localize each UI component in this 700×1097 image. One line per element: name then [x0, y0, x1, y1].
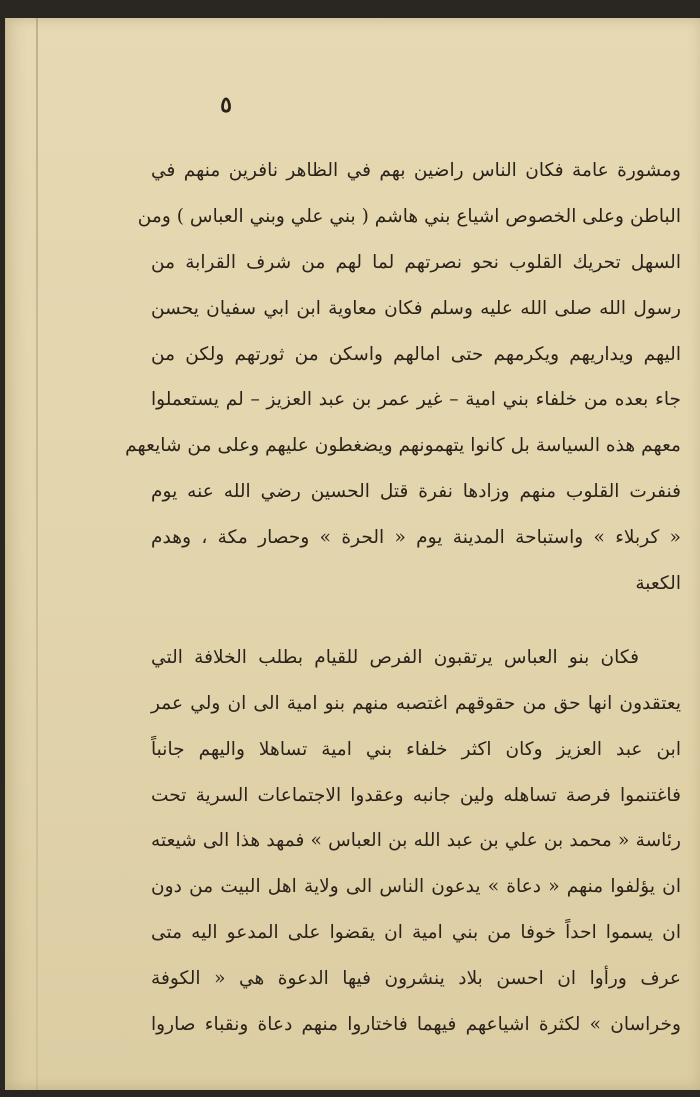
page-number: ٥ [220, 92, 232, 118]
text-line: جاء بعده من خلفاء بني امية – غير عمر بن عبد العزيز – لم يستعملوا [151, 389, 681, 411]
paragraph-2 [151, 635, 681, 1048]
text-line: فنفرت القلوب منهم وزادها نفرة قتل الحسين رضي الله عنه يوم [151, 481, 681, 503]
book-page [5, 18, 700, 1090]
text-line: رسول الله صلى الله عليه وسلم فكان معاوية ابن ابي سفيان يحسن [151, 297, 681, 319]
text-line: رئاسة « محمد بن علي بن عبد الله بن العباس » فمهد هذا الى شيعته [151, 830, 681, 852]
text-line: ومشورة عامة فكان الناس راضين بهم في الظاهر نافرين منهم في [151, 160, 681, 181]
text-line: وخراسان » لكثرة اشياعهم فيهما فاختاروا منهم دعاة ونقباء صاروا [151, 1014, 681, 1036]
page-fold-line [36, 18, 38, 1090]
paragraph-1 [125, 148, 681, 607]
text-line: عرف ورأوا ان احسن بلاد ينشرون فيها الدعوة هي « الكوفة [151, 968, 681, 990]
text-line: ان يؤلفوا منهم « دعاة » يدعون الناس الى ولاية اهل البيت من دون [151, 876, 681, 898]
text-line: يعتقدون انها حق من حقوقهم اغتصبه منهم بنو امية الى ان ولي عمر [151, 692, 681, 714]
text-line: فاغتنموا فرصة تساهله ولين جانبه وعقدوا الاجتماعات السرية تحت [151, 784, 681, 806]
text-line: اليهم ويداريهم ويكرمهم حتى امالهم واسكن من ثورتهم ولكن من [151, 343, 681, 365]
text-line: ان يسموا احداً خوفا من بني امية ان يقضوا على المدعو اليه متى [151, 922, 681, 944]
paragraph-gap [151, 607, 681, 635]
text-line: الباطن وعلى الخصوص اشياع بني هاشم ( بني علي وبني العباس ) ومن [137, 205, 681, 227]
text-line: السهل تحريك القلوب نحو نصرتهم لما لهم من شرف القرابة من [151, 251, 681, 273]
body-text [125, 148, 681, 1048]
text-line: الكعبة [635, 573, 681, 595]
text-line: فكان بنو العباس يرتقبون الفرص للقيام بطلب الخلافة التي [151, 646, 639, 668]
text-line: معهم هذه السياسة بل كانوا يتهمونهم ويضغطون عليهم وعلى من شايعهم [125, 435, 681, 457]
text-line: ابن عبد العزيز وكان اكثر خلفاء بني امية تساهلا واليهم جانباً [151, 738, 681, 760]
text-line: « كربلاء » واستباحة المدينة يوم « الحرة » وحصار مكة ، وهدم [151, 527, 681, 549]
